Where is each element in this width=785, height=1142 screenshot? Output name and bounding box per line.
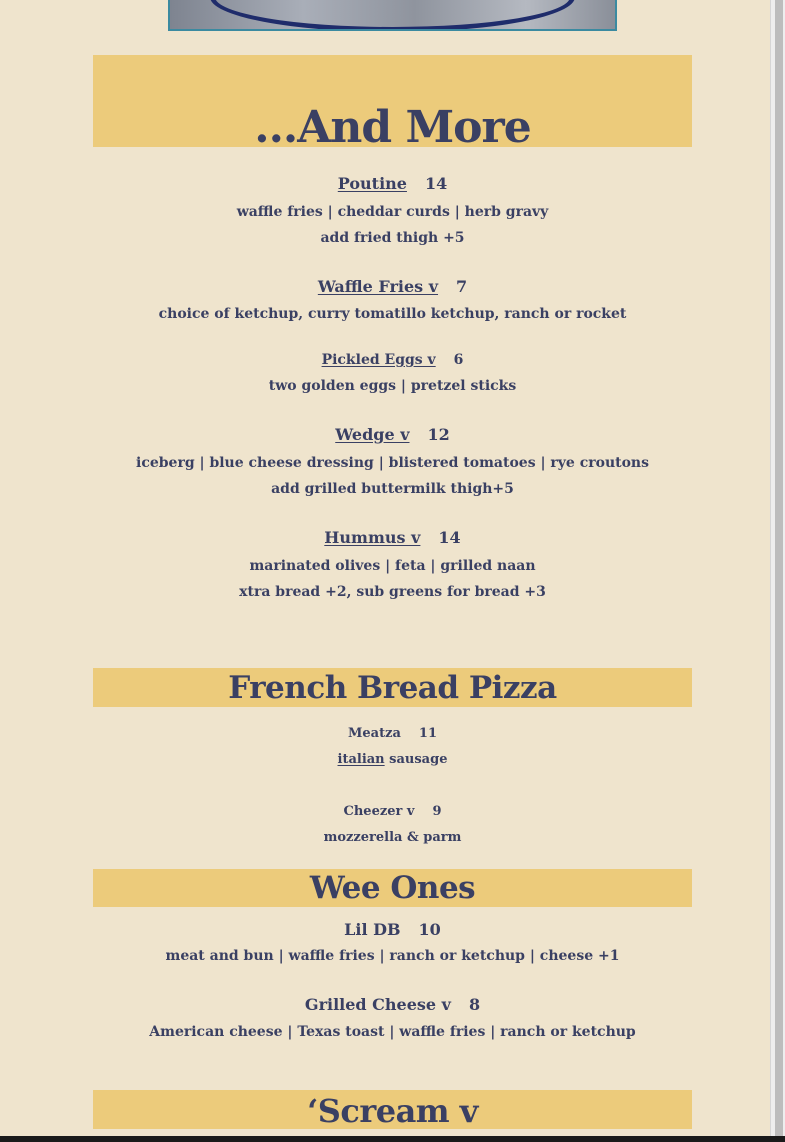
- menu-item-waffle-fries: [93, 277, 692, 296]
- item-price: 14: [438, 528, 461, 547]
- item-name: Waffle Fries v: [317, 277, 439, 296]
- section-banner-wee-ones: [93, 869, 692, 907]
- item-description: iceberg | blue cheese dressing | blistered tomatoes | rye croutons: [136, 455, 649, 471]
- item-name: Cheezer v: [343, 804, 415, 819]
- item-description: marinated olives | feta | grilled naan: [249, 558, 536, 574]
- item-price: 11: [418, 726, 437, 741]
- menu-item-wedge: [93, 425, 692, 444]
- item-description-rest: sausage: [384, 752, 448, 767]
- window-bottom-edge: [0, 1136, 785, 1142]
- item-price: 8: [468, 995, 481, 1014]
- menu-item-lil-db: [93, 920, 692, 939]
- plate-rim: [210, 0, 575, 31]
- menu-item-hummus: [93, 528, 692, 547]
- item-price: 10: [418, 920, 441, 939]
- item-name: Wedge v: [335, 425, 410, 444]
- food-photo: [168, 0, 617, 31]
- item-description: American cheese | Texas toast | waffle fries | ranch or ketchup: [149, 1024, 636, 1040]
- section-title-scream: ‘Scream v: [307, 1092, 478, 1129]
- item-addon: add fried thigh +5: [320, 230, 465, 246]
- section-title-and-more: ...And More: [254, 102, 531, 147]
- scrollbar-thumb[interactable]: [775, 0, 783, 1136]
- item-addon: add grilled buttermilk thigh+5: [271, 481, 514, 497]
- item-price: 9: [432, 804, 442, 819]
- item-name: Hummus v: [324, 528, 421, 547]
- menu-item-poutine: [93, 174, 692, 193]
- item-name: Pickled Eggs v: [321, 352, 436, 368]
- item-price: 14: [424, 174, 448, 193]
- item-price: 12: [427, 425, 450, 444]
- item-price: 6: [453, 352, 464, 368]
- item-description-underlined: italian: [337, 752, 385, 767]
- vertical-scrollbar[interactable]: [770, 0, 785, 1136]
- menu-item-meatza: [93, 726, 692, 741]
- item-addon: xtra bread +2, sub greens for bread +3: [239, 584, 546, 600]
- item-description: meat and bun | waffle fries | ranch or ketchup | cheese +1: [165, 948, 620, 964]
- section-title-wee-ones: Wee Ones: [309, 870, 476, 906]
- item-name: Grilled Cheese v: [304, 995, 451, 1014]
- item-description: waffle fries | cheddar curds | herb gravy: [236, 204, 549, 220]
- item-description: mozzerella & parm: [323, 830, 462, 845]
- item-name: Meatza: [348, 726, 401, 741]
- item-name: Poutine: [337, 174, 407, 193]
- item-price: 7: [456, 277, 468, 296]
- item-description: [93, 752, 692, 767]
- menu-item-pickled-eggs: [93, 352, 692, 368]
- menu-item-grilled-cheese: [93, 995, 692, 1014]
- section-title-french-bread-pizza: French Bread Pizza: [228, 670, 557, 706]
- item-name: Lil DB: [344, 920, 401, 939]
- section-banner-scream: [93, 1090, 692, 1129]
- item-description: choice of ketchup, curry tomatillo ketchup, ranch or rocket: [158, 306, 627, 322]
- section-banner-french-bread-pizza: [93, 668, 692, 707]
- item-description: two golden eggs | pretzel sticks: [268, 378, 517, 394]
- section-banner-and-more: [93, 55, 692, 147]
- menu-item-cheezer: [93, 804, 692, 819]
